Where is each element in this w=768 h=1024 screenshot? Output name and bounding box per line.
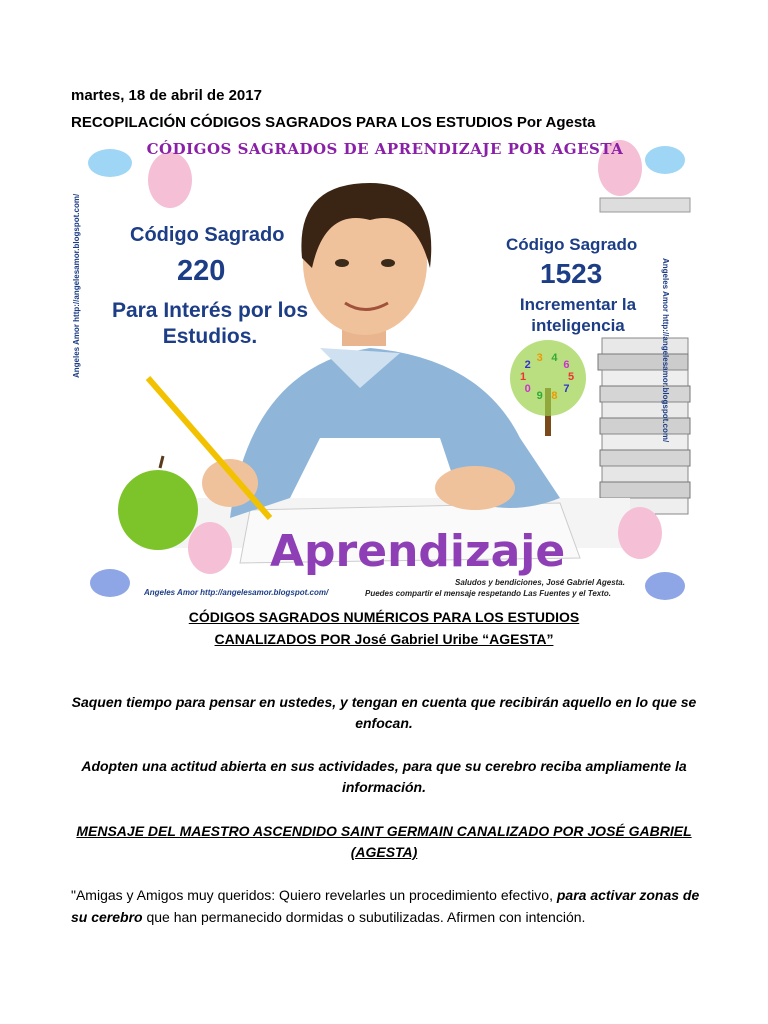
post-date: martes, 18 de abril de 2017 (71, 87, 262, 104)
right-code-number: 1523 (540, 258, 603, 289)
number-tree-icon (510, 340, 586, 436)
section-heading-line2: CANALIZADOS POR José Gabriel Uribe “AGESTA” (214, 631, 554, 647)
right-code-label: Código Sagrado (506, 235, 638, 254)
tree-digit: 3 (536, 351, 543, 364)
apple-icon (118, 456, 198, 550)
message-title: MENSAJE DEL MAESTRO ASCENDIDO SAINT GERMAIN CANALIZADO POR JOSÉ GABRIEL (AGESTA) (76, 823, 692, 860)
poster-footer-greeting: Saludos y bendiciones, José Gabriel Agesta. (455, 578, 625, 587)
tree-digit: 0 (524, 382, 531, 395)
right-code-text: Incrementar la inteligencia (519, 295, 637, 335)
poster-heading: CÓDIGOS SAGRADOS DE APRENDIZAJE POR AGESTA (146, 140, 624, 158)
poster-image (72, 138, 690, 608)
left-code-number: 220 (177, 255, 226, 287)
body-text-start: "Amigas y Amigos muy queridos: Quiero revelarles un procedimiento efectivo, (71, 887, 557, 903)
left-code-label: Código Sagrado (130, 224, 285, 246)
tree-digit: 1 (520, 371, 527, 383)
tree-digit: 9 (536, 390, 543, 403)
tree-digit: 5 (568, 371, 575, 383)
paragraph-1: Saquen tiempo para pensar en ustedes, y tengan en cuenta que recibirán aquello en lo que se enfocan. (71, 694, 697, 731)
tree-digit: 6 (563, 359, 570, 372)
section-heading-line1: CÓDIGOS SAGRADOS NUMÉRICOS PARA LOS ESTUDIOS (188, 609, 580, 625)
body-paragraph (71, 884, 701, 928)
side-url-left: Angeles Amor http://angelesamor.blogspot.com/ (72, 193, 81, 378)
poster-footer-share: Puedes compartir el mensaje respetando Las Fuentes y el Texto. (365, 589, 612, 598)
paragraph-2: Adopten una actitud abierta en sus actividades, para que su cerebro reciba ampliamente la información. (81, 758, 687, 795)
side-url-right: Angeles Amor http://angelesamor.blogspot.com/ (661, 258, 670, 443)
tree-digit: 7 (563, 382, 570, 395)
poster-footer-url: Angeles Amor http://angelesamor.blogspot.com/ (144, 588, 329, 597)
tree-digit: 2 (524, 359, 531, 372)
body-text-emphasis: para activar zonas de su cerebro (71, 887, 700, 925)
post-title: RECOPILACIÓN CÓDIGOS SAGRADOS PARA LOS ESTUDIOS Por Agesta (71, 114, 596, 131)
tree-digit: 8 (551, 390, 558, 403)
tree-digit: 4 (551, 351, 558, 364)
aprendizaje-word: Aprendizaje (270, 526, 566, 577)
body-text-end: que han permanecido dormidas o subutilizadas. Afirmen con intención. (142, 909, 586, 925)
left-code-text: Para Interés por los Estudios. (111, 299, 309, 348)
